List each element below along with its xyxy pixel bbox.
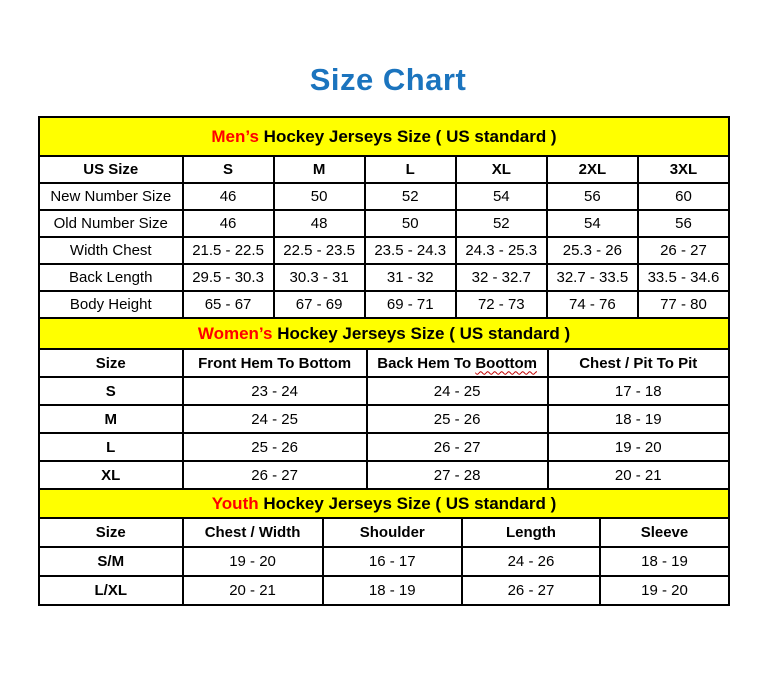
size-cell: 26 - 27	[367, 433, 548, 461]
row-label: S	[39, 377, 183, 405]
womens-col-chest: Chest / Pit To Pit	[548, 349, 730, 377]
size-cell: 22.5 - 23.5	[274, 237, 365, 264]
mens-col-m: M	[274, 156, 365, 183]
size-cell: 56	[638, 210, 729, 237]
youth-header-row	[39, 518, 729, 547]
mens-col-us-size: US Size	[39, 156, 183, 183]
size-cell: 24 - 25	[367, 377, 548, 405]
womens-col-front-hem: Front Hem To Bottom	[183, 349, 367, 377]
size-cell: 25 - 26	[367, 405, 548, 433]
size-cell: 50	[365, 210, 456, 237]
size-cell: 31 - 32	[365, 264, 456, 291]
size-cell: 52	[456, 210, 547, 237]
womens-col-back-hem	[367, 349, 548, 377]
youth-banner-highlight: Youth	[211, 493, 259, 513]
size-cell: 18 - 19	[600, 547, 729, 576]
size-cell: 52	[365, 183, 456, 210]
youth-row-sm	[39, 547, 729, 576]
row-label: S/M	[39, 547, 183, 576]
womens-banner	[39, 318, 729, 349]
youth-banner	[39, 489, 729, 518]
size-cell: 74 - 76	[547, 291, 638, 318]
size-cell: 17 - 18	[548, 377, 730, 405]
mens-row-new-number-size	[39, 183, 729, 210]
mens-size-table	[38, 116, 730, 319]
youth-banner-row	[39, 489, 729, 518]
size-cell: 19 - 20	[183, 547, 323, 576]
youth-col-shoulder: Shoulder	[323, 518, 462, 547]
size-cell: 21.5 - 22.5	[183, 237, 274, 264]
size-cell: 26 - 27	[638, 237, 729, 264]
row-label: Body Height	[39, 291, 183, 318]
row-label: Back Length	[39, 264, 183, 291]
size-cell: 16 - 17	[323, 547, 462, 576]
womens-header-row	[39, 349, 729, 377]
size-cell: 25 - 26	[183, 433, 367, 461]
youth-col-sleeve: Sleeve	[600, 518, 729, 547]
youth-col-size: Size	[39, 518, 183, 547]
womens-banner-text: Hockey Jerseys Size ( US standard )	[277, 323, 571, 343]
row-label: L	[39, 433, 183, 461]
mens-row-old-number-size	[39, 210, 729, 237]
size-cell: 50	[274, 183, 365, 210]
size-cell: 56	[547, 183, 638, 210]
size-cell: 23 - 24	[183, 377, 367, 405]
mens-banner-highlight: Men’s	[211, 126, 259, 146]
womens-col-size: Size	[39, 349, 183, 377]
page-title: Size Chart	[309, 62, 467, 97]
size-cell: 65 - 67	[183, 291, 274, 318]
mens-banner	[39, 117, 729, 156]
womens-row-s	[39, 377, 729, 405]
size-chart-tables	[38, 116, 730, 606]
size-cell: 24 - 25	[183, 405, 367, 433]
row-label: XL	[39, 461, 183, 489]
size-cell: 23.5 - 24.3	[365, 237, 456, 264]
size-cell: 29.5 - 30.3	[183, 264, 274, 291]
row-label: New Number Size	[39, 183, 183, 210]
size-cell: 77 - 80	[638, 291, 729, 318]
youth-row-lxl	[39, 576, 729, 605]
size-cell: 26 - 27	[462, 576, 600, 605]
size-cell: 32.7 - 33.5	[547, 264, 638, 291]
mens-row-body-height	[39, 291, 729, 318]
size-cell: 54	[547, 210, 638, 237]
size-cell: 32 - 32.7	[456, 264, 547, 291]
size-cell: 18 - 19	[548, 405, 730, 433]
size-cell: 19 - 20	[600, 576, 729, 605]
mens-row-back-length	[39, 264, 729, 291]
size-cell: 67 - 69	[274, 291, 365, 318]
size-cell: 24 - 26	[462, 547, 600, 576]
size-cell: 27 - 28	[367, 461, 548, 489]
mens-banner-row	[39, 117, 729, 156]
row-label: L/XL	[39, 576, 183, 605]
womens-row-m	[39, 405, 729, 433]
row-label: Old Number Size	[39, 210, 183, 237]
size-cell: 24.3 - 25.3	[456, 237, 547, 264]
size-cell: 48	[274, 210, 365, 237]
mens-col-2xl: 2XL	[547, 156, 638, 183]
youth-col-chest-width: Chest / Width	[183, 518, 323, 547]
womens-size-table	[38, 317, 730, 490]
size-cell: 46	[183, 210, 274, 237]
womens-row-xl	[39, 461, 729, 489]
size-cell: 46	[183, 183, 274, 210]
size-cell: 33.5 - 34.6	[638, 264, 729, 291]
mens-col-xl: XL	[456, 156, 547, 183]
mens-banner-text: Hockey Jerseys Size ( US standard )	[263, 126, 557, 146]
womens-banner-row	[39, 318, 729, 349]
back-hem-prefix: Back Hem To	[377, 354, 472, 372]
youth-size-table	[38, 488, 730, 606]
row-label: Width Chest	[39, 237, 183, 264]
mens-header-row	[39, 156, 729, 183]
size-cell: 20 - 21	[548, 461, 730, 489]
size-cell: 60	[638, 183, 729, 210]
mens-col-3xl: 3XL	[638, 156, 729, 183]
size-cell: 72 - 73	[456, 291, 547, 318]
mens-col-l: L	[365, 156, 456, 183]
mens-row-width-chest	[39, 237, 729, 264]
mens-col-s: S	[183, 156, 274, 183]
size-cell: 54	[456, 183, 547, 210]
size-cell: 30.3 - 31	[274, 264, 365, 291]
youth-banner-text: Hockey Jerseys Size ( US standard )	[263, 493, 557, 513]
size-cell: 18 - 19	[323, 576, 462, 605]
youth-col-length: Length	[462, 518, 600, 547]
misspelled-word: Boottom	[475, 354, 537, 372]
size-cell: 69 - 71	[365, 291, 456, 318]
size-cell: 26 - 27	[183, 461, 367, 489]
size-cell: 19 - 20	[548, 433, 730, 461]
size-cell: 20 - 21	[183, 576, 323, 605]
size-cell: 25.3 - 26	[547, 237, 638, 264]
womens-banner-highlight: Women’s	[197, 323, 273, 343]
row-label: M	[39, 405, 183, 433]
womens-row-l	[39, 433, 729, 461]
